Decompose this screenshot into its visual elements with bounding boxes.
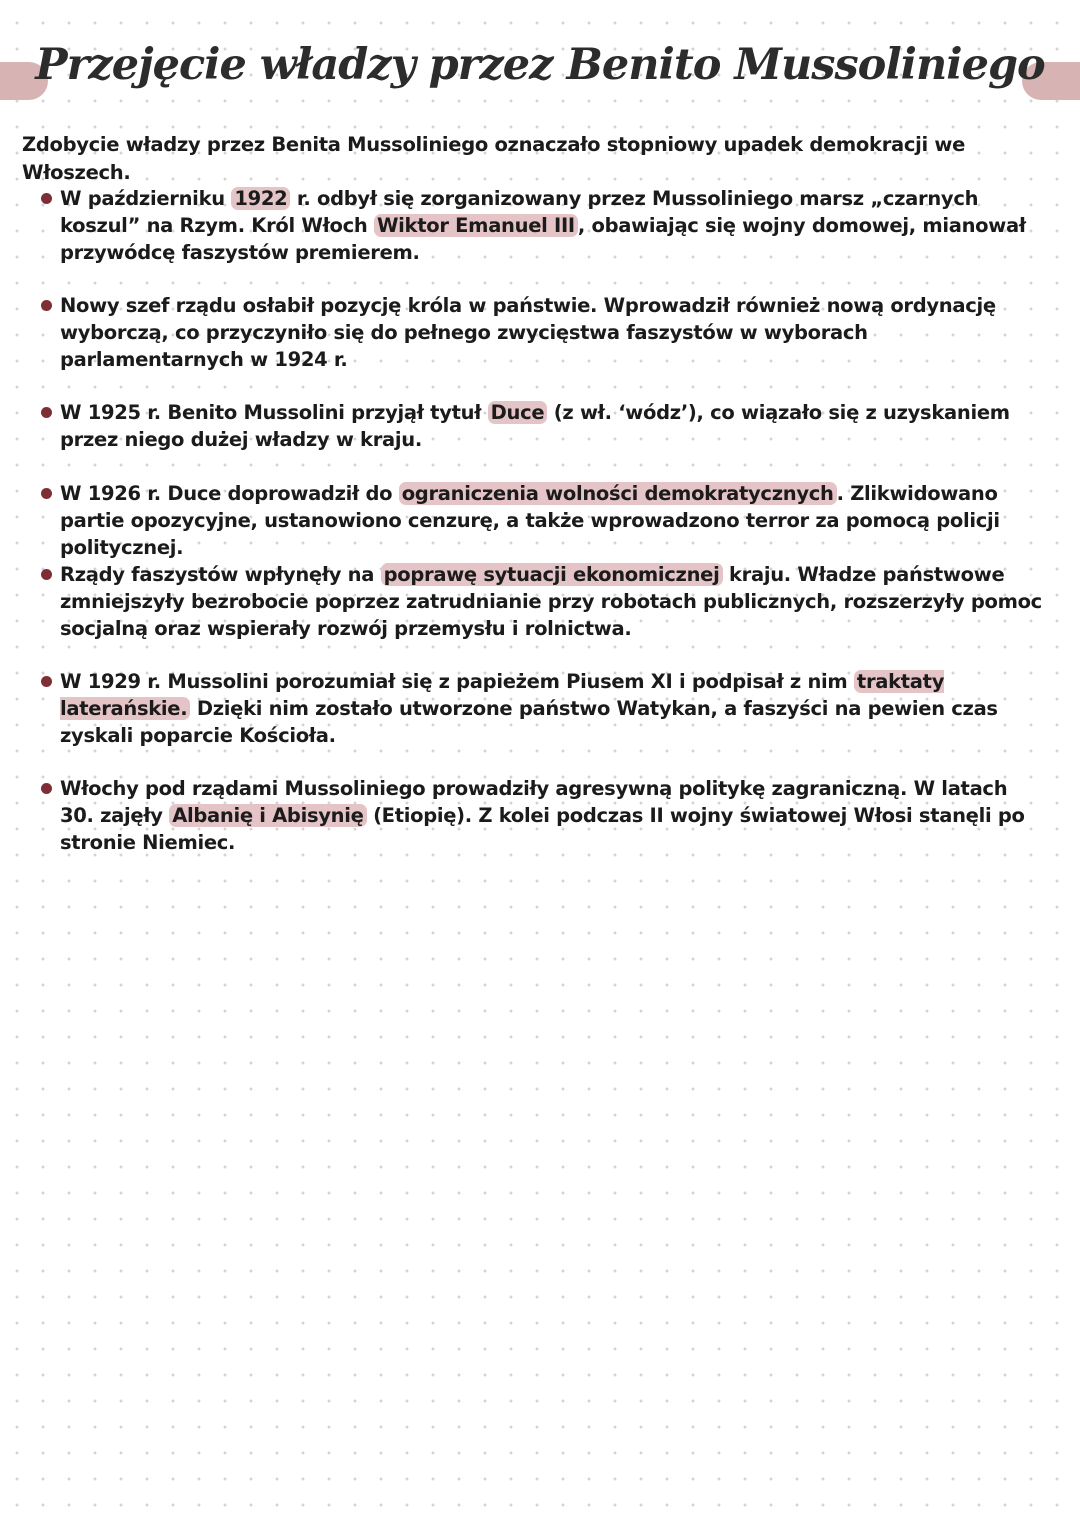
page-title: Przejęcie władzy przez Benito Mussoliniego [35, 40, 1045, 90]
text-segment: (z wł. ‘wódz’), co wiązało się z uzyskaniem przez niego dużej władzy w kraju. [60, 401, 1010, 451]
text-segment: r. odbył się zorganizowany przez Mussoliniego marsz „czarnych koszul” na Rzym. Król Włoch [60, 187, 979, 237]
text-segment: Nowy szef rządu osłabił pozycję króla w państwie. Wprowadził również nową ordynację wyborczą, co przyczyniło się do pełnego zwycięstwa faszystów w wyborach parlamentarnych w 1924 r. [60, 294, 996, 371]
bullet-item-1924-elections [60, 292, 1045, 373]
bullet-text [60, 294, 996, 371]
bullet-text [60, 670, 998, 747]
bullet-text [60, 563, 1042, 640]
bullet-dot-icon [41, 193, 52, 204]
bullet-item-1926-restrictions [60, 480, 1045, 561]
highlighted-term: Duce [488, 401, 548, 424]
bullet-dot-icon [41, 783, 52, 794]
text-segment: kraju. Władze państwowe zmniejszyły bezrobocie poprzez zatrudnianie przy robotach publicznych, rozszerzyły pomoc socjalną oraz wspierały rozwój przemysłu i rolnictwa. [60, 563, 1042, 640]
bullet-text [60, 401, 1010, 451]
bullet-item-1922-march [60, 185, 1045, 266]
bullet-item-economy [60, 561, 1045, 642]
bullet-dot-icon [41, 676, 52, 687]
text-segment: , obawiając się wojny domowej, mianował przywódcę faszystów premierem. [60, 214, 1026, 264]
text-segment: W październiku [60, 187, 232, 210]
text-segment: Włochy pod rządami Mussoliniego prowadziły agresywną politykę zagraniczną. W latach 30. zajęły [60, 777, 1008, 827]
bullet-item-foreign-policy [60, 775, 1045, 856]
highlighted-term: traktaty laterańskie. [60, 670, 945, 720]
bullet-text [60, 482, 1000, 559]
highlighted-term: Albanię i Abisynię [169, 804, 366, 827]
highlighted-term: poprawę sytuacji ekonomicznej [381, 563, 723, 586]
text-segment: (Etiopię). Z kolei podczas II wojny światowej Włosi stanęli po stronie Niemiec. [60, 804, 1025, 854]
bullet-item-1929-lateran [60, 668, 1045, 749]
text-segment: Dzięki nim zostało utworzone państwo Watykan, a faszyści na pewien czas zyskali poparcie Kościoła. [60, 697, 998, 747]
text-segment: W 1925 r. Benito Mussolini przyjął tytuł [60, 401, 488, 424]
bullet-dot-icon [41, 569, 52, 580]
intro-paragraph: Zdobycie władzy przez Benita Mussoliniego oznaczało stopniowy upadek demokracji we Włoszech. [22, 133, 966, 184]
highlighted-term: ograniczenia wolności demokratycznych [399, 482, 837, 505]
text-segment: Rządy faszystów wpłynęły na [60, 563, 381, 586]
text-segment: W 1929 r. Mussolini porozumiał się z papieżem Piusem XI i podpisał z nim [60, 670, 854, 693]
bullet-item-1925-duce [60, 399, 1045, 453]
bullet-text [60, 777, 1025, 854]
bullet-dot-icon [41, 488, 52, 499]
highlighted-term: Wiktor Emanuel III [374, 214, 578, 237]
highlighted-term: 1922 [231, 187, 290, 210]
text-segment: W 1926 r. Duce doprowadził do [60, 482, 399, 505]
bullet-dot-icon [41, 300, 52, 311]
text-segment: . Zlikwidowano partie opozycyjne, ustanowiono cenzurę, a także wprowadzono terror za pomocą policji politycznej. [60, 482, 1000, 559]
bullet-dot-icon [41, 407, 52, 418]
bullet-text [60, 187, 1026, 264]
